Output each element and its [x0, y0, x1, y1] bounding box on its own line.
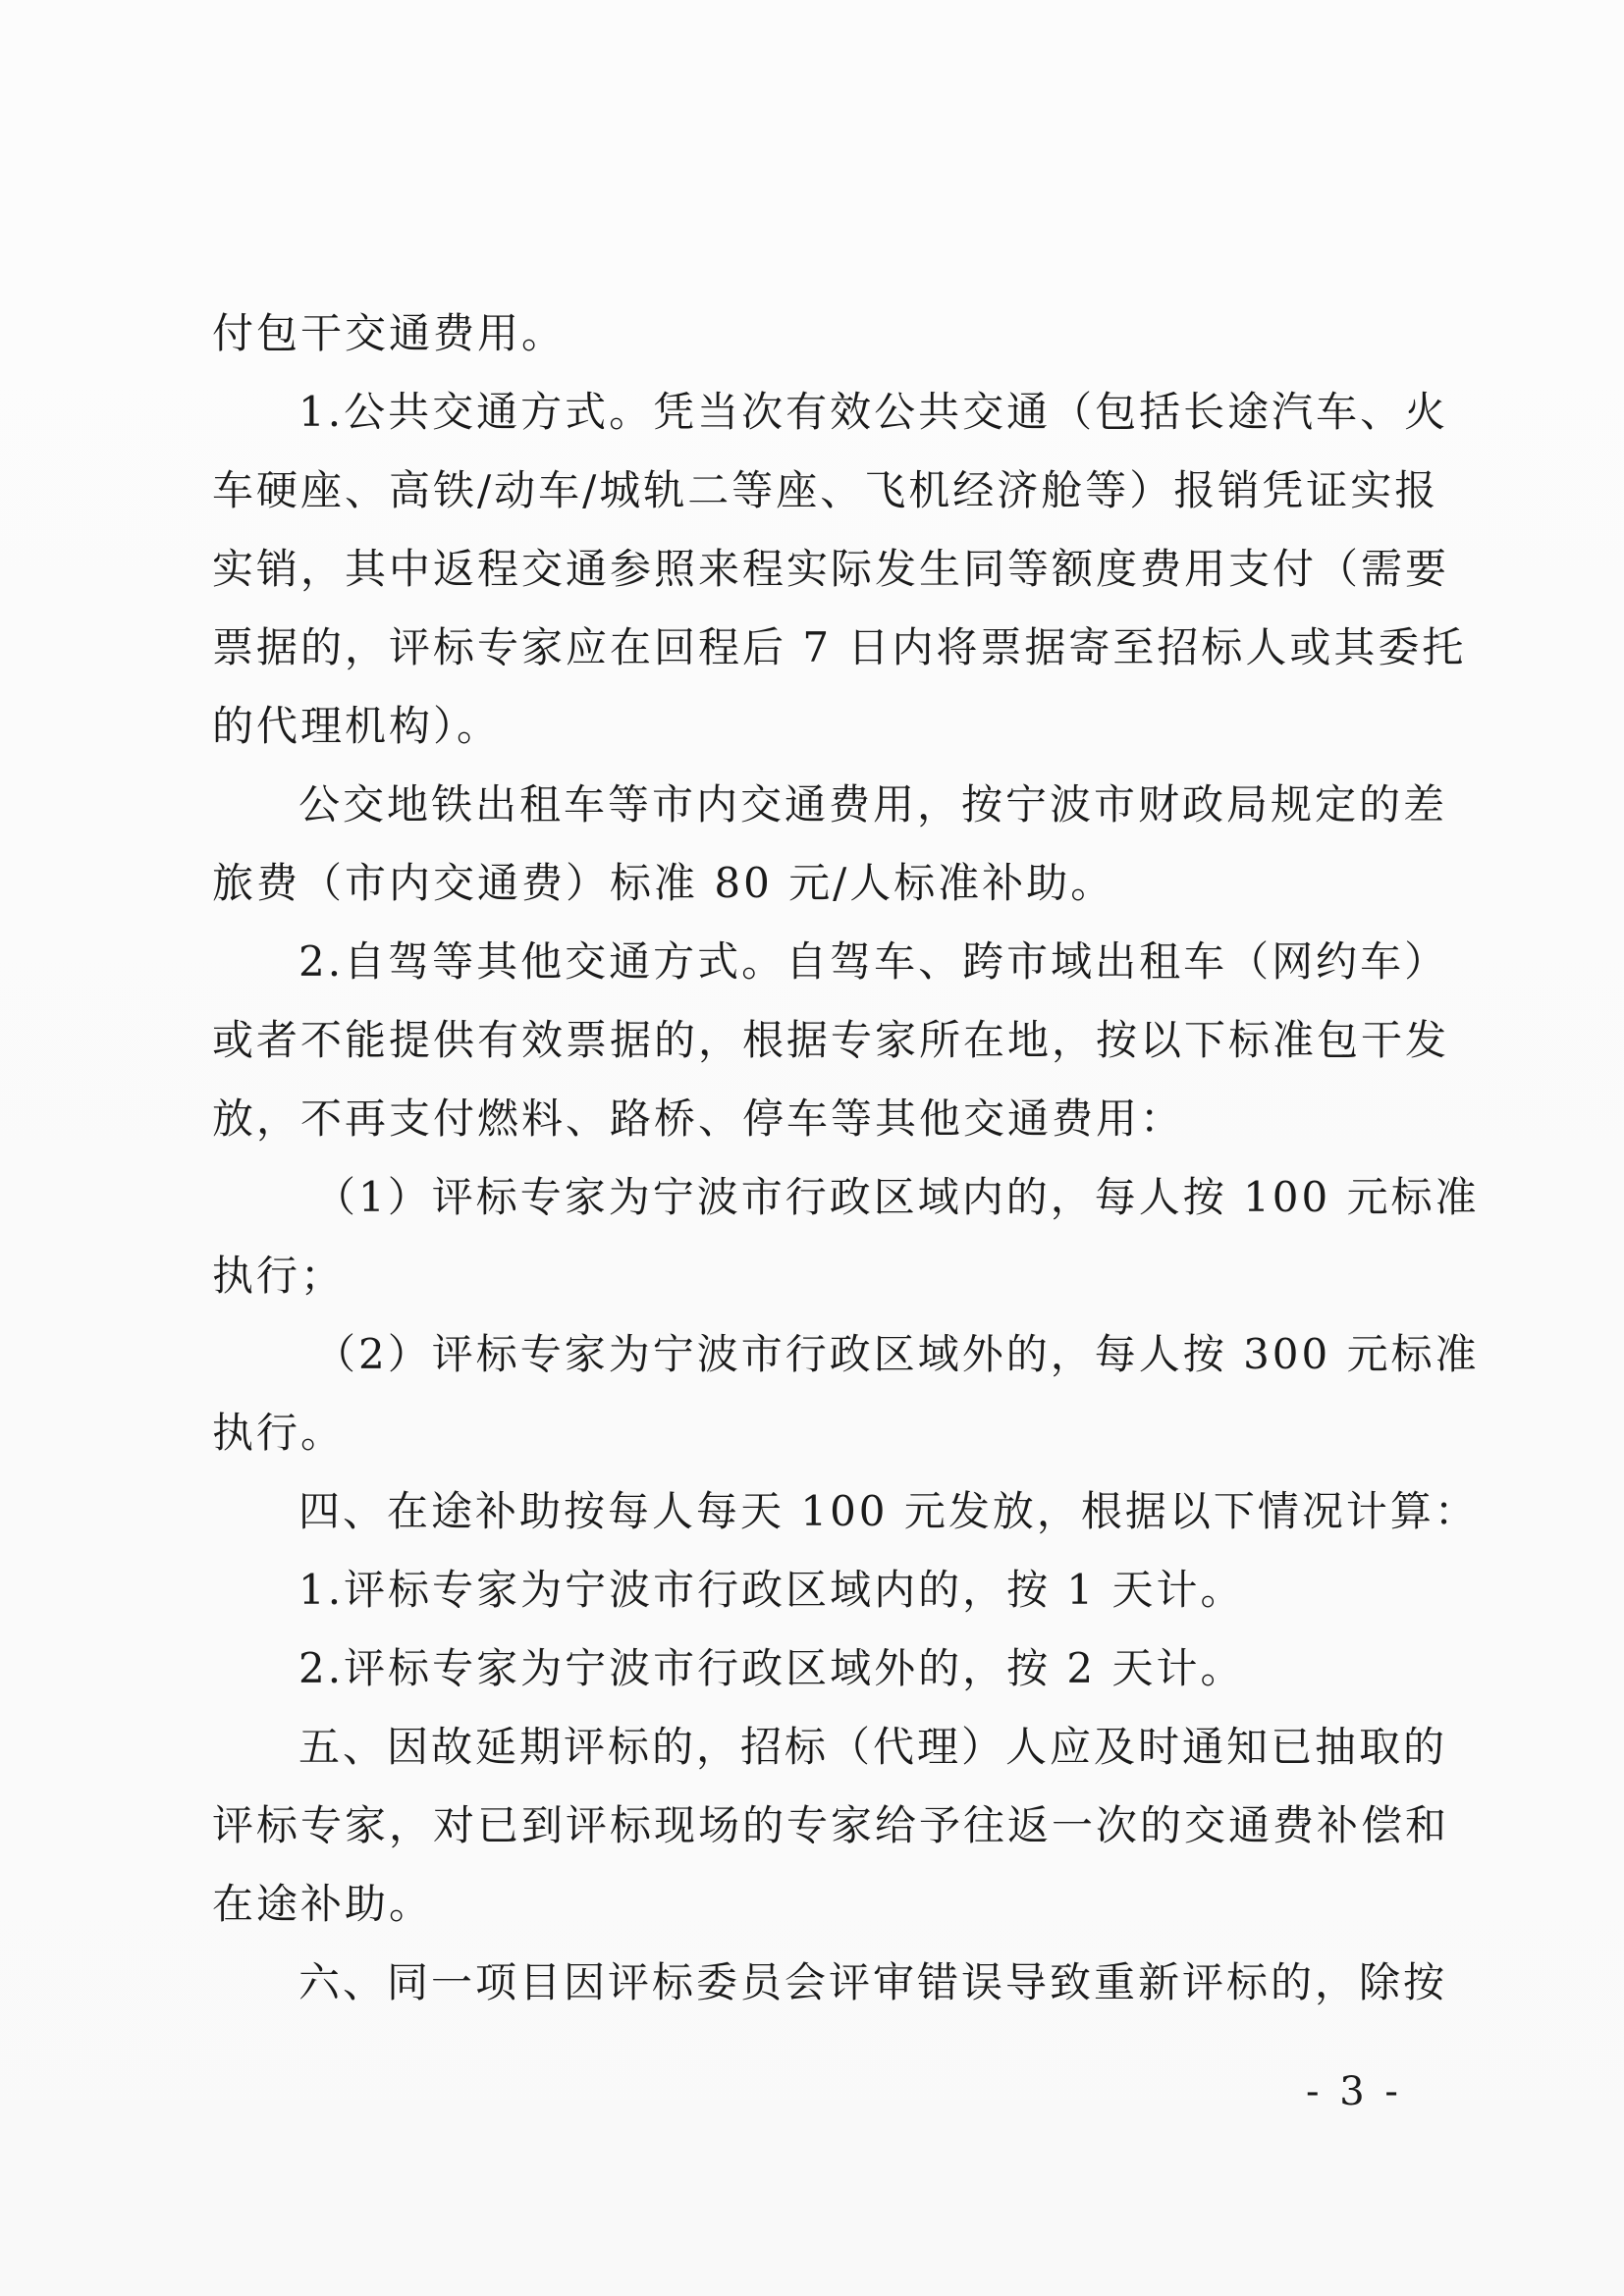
paragraph-line: 评标专家，对已到评标现场的专家给予往返一次的交通费补偿和	[212, 1801, 1450, 1849]
paragraph-line: 2.自驾等其他交通方式。自驾车、跨市域出租车（网约车）	[298, 937, 1449, 986]
paragraph-line: 或者不能提供有效票据的，根据专家所在地，按以下标准包干发	[212, 1016, 1450, 1064]
paragraph-line: 六、同一项目因评标委员会评审错误导致重新评标的，除按	[298, 1958, 1448, 2006]
paragraph-line: （2）评标专家为宁波市行政区域外的，每人按 300 元标准	[314, 1330, 1480, 1378]
paragraph-line: 在途补助。	[212, 1880, 434, 1928]
document-body	[212, 294, 1480, 2022]
paragraph-line: 公交地铁出租车等市内交通费用，按宁波市财政局规定的差	[298, 780, 1448, 828]
paragraph-line: 2.评标专家为宁波市行政区域外的，按 2 天计。	[298, 1644, 1245, 1692]
paragraph-line: 1.公共交通方式。凭当次有效公共交通（包括长途汽车、火	[298, 388, 1449, 436]
paragraph-line: 票据的，评标专家应在回程后 7 日内将票据寄至招标人或其委托	[212, 623, 1467, 671]
page-number: - 3 -	[1306, 2069, 1402, 2114]
paragraph-line: 放，不再支付燃料、路桥、停车等其他交通费用：	[212, 1095, 1185, 1143]
paragraph-line: 旅费（市内交通费）标准 80 元/人标准补助。	[212, 859, 1115, 907]
paragraph-line: （1）评标专家为宁波市行政区域内的，每人按 100 元标准	[314, 1173, 1480, 1221]
paragraph-line: 付包干交通费用。	[212, 309, 567, 357]
paragraph-line: 的代理机构）。	[212, 702, 502, 750]
paragraph-line: 执行；	[212, 1252, 346, 1300]
paragraph-line: 五、因故延期评标的，招标（代理）人应及时通知已抽取的	[298, 1723, 1448, 1771]
paragraph-line: 车硬座、高铁/动车/城轨二等座、飞机经济舱等）报销凭证实报	[212, 466, 1439, 514]
paragraph-line: 1.评标专家为宁波市行政区域内的，按 1 天计。	[298, 1566, 1245, 1614]
paragraph-line: 执行。	[212, 1409, 346, 1457]
paragraph-line: 四、在途补助按每人每天 100 元发放，根据以下情况计算：	[298, 1487, 1479, 1535]
paragraph-line: 实销，其中返程交通参照来程实际发生同等额度费用支付（需要	[212, 545, 1450, 593]
